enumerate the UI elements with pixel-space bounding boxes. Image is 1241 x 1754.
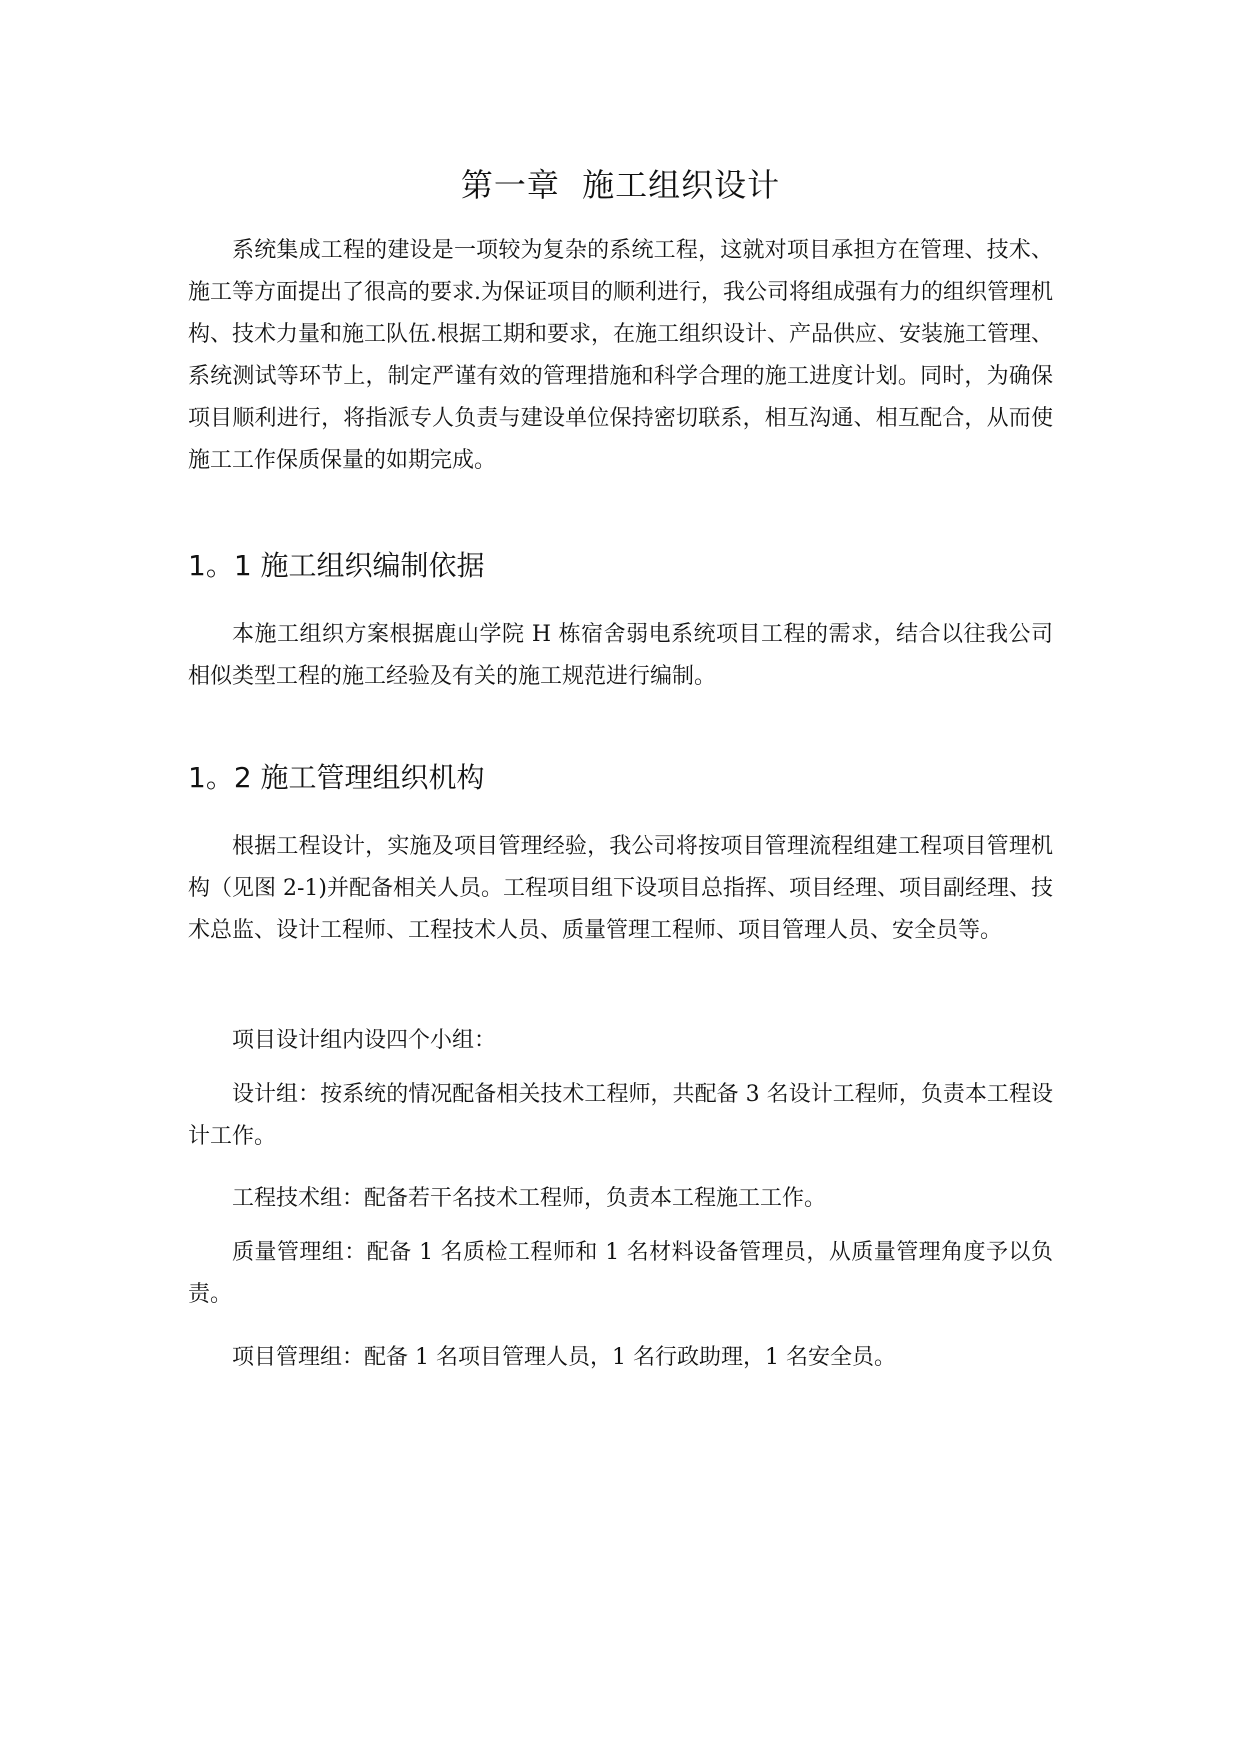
section-heading-1-1: 1。1 施工组织编制依据	[188, 549, 485, 582]
chapter-title: 第一章 施工组织设计	[460, 166, 781, 204]
design-group-paragraph: 设计组：按系统的情况配备相关技术工程师，共配备 3 名设计工程师，负责本工程设计工作。	[188, 1082, 1053, 1149]
management-group-paragraph: 项目管理组：配备 1 名项目管理人员，1 名行政助理，1 名安全员。	[232, 1345, 896, 1370]
intro-paragraph: 系统集成工程的建设是一项较为复杂的系统工程，这就对项目承担方在管理、技术、施工等方面提出了很高的要求.为保证项目的顺利进行，我公司将组成强有力的组织管理机构、技术力量和施工队伍.根据工期和要求，在施工组织设计、产品供应、安装施工管理、系统测试等环节上，制定严谨有效的管理措施和科学合理的施工进度计划。同时，为确保项目顺利进行，将指派专人负责与建设单位保持密切联系，相互沟通、相互配合，从而使施工工作保质保量的如期完成。	[188, 238, 1053, 473]
section-1-1-paragraph: 本施工组织方案根据鹿山学院 H 栋宿舍弱电系统项目工程的需求，结合以往我公司相似类型工程的施工经验及有关的施工规范进行编制。	[188, 622, 1053, 689]
design-team-intro-paragraph: 项目设计组内设四个小组：	[232, 1028, 497, 1053]
quality-group-paragraph: 质量管理组：配备 1 名质检工程师和 1 名材料设备管理员，从质量管理角度予以负责。	[188, 1240, 1053, 1307]
engineering-group-paragraph: 工程技术组：配备若干名技术工程师，负责本工程施工工作。	[232, 1186, 827, 1211]
section-heading-1-2: 1。2 施工管理组织机构	[188, 761, 485, 794]
section-1-2-paragraph: 根据工程设计，实施及项目管理经验，我公司将按项目管理流程组建工程项目管理机构（见图 2-1)并配备相关人员。工程项目组下设项目总指挥、项目经理、项目副经理、技术总监、设计工程师、工程技术人员、质量管理工程师、项目管理人员、安全员等。	[188, 834, 1054, 943]
